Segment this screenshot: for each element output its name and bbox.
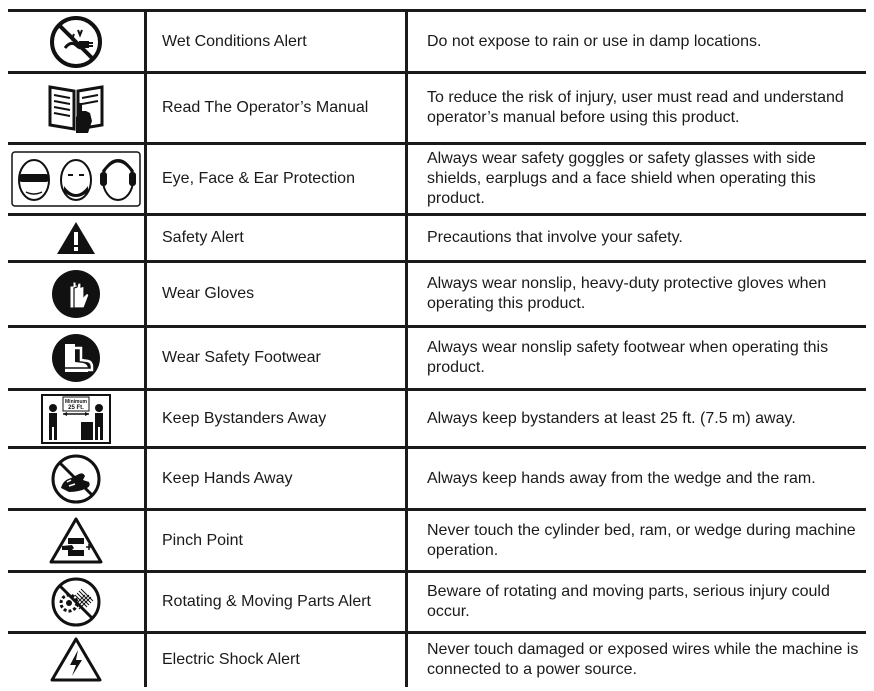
table-row <box>8 73 866 144</box>
symbol-name: Electric Shock Alert <box>146 633 407 687</box>
symbol-name: Keep Hands Away <box>146 448 407 510</box>
symbol-description: Always keep bystanders at least 25 ft. (7.5 m) away. <box>427 409 796 427</box>
icon-cell <box>8 11 146 73</box>
hands-away-icon <box>49 452 103 506</box>
icon-cell <box>8 448 146 510</box>
symbol-description: Do not expose to rain or use in damp locations. <box>427 32 762 50</box>
table-row <box>8 215 866 262</box>
symbol-name: Wear Gloves <box>146 262 407 327</box>
table-row <box>8 262 866 327</box>
symbol-description: Precautions that involve your safety. <box>427 229 683 246</box>
symbol-description: Beware of rotating and moving parts, serious injury could occur. <box>427 583 830 620</box>
icon-cell <box>8 327 146 390</box>
icon-cell <box>8 262 146 327</box>
symbol-description: Always wear safety goggles or safety glasses with side shields, earplugs and a face shield when operating this product. <box>427 150 816 207</box>
icon-cell <box>8 390 146 448</box>
symbol-name: Keep Bystanders Away <box>146 390 407 448</box>
symbol-description: Never touch damaged or exposed wires while the machine is connected to a power source. <box>427 641 859 679</box>
safety-symbols-table <box>8 9 866 687</box>
table-row <box>8 572 866 633</box>
safety-alert-icon <box>54 219 98 257</box>
table-row <box>8 11 866 73</box>
icon-cell <box>8 215 146 262</box>
symbol-description: Never touch the cylinder bed, ram, or wedge during machine operation. <box>427 521 856 559</box>
symbol-name: Safety Alert <box>146 215 407 262</box>
eye-face-ear-protection-icon <box>10 148 142 210</box>
icon-cell <box>8 572 146 633</box>
symbol-description: Always wear nonslip, heavy-duty protective gloves when operating this product. <box>427 275 827 312</box>
bystanders-icon <box>41 394 111 444</box>
icon-cell <box>8 144 146 215</box>
pinch-point-icon <box>48 516 104 566</box>
symbol-name: Read The Operator’s Manual <box>146 73 407 144</box>
symbol-name: Wear Safety Footwear <box>146 327 407 390</box>
icon-cell <box>8 73 146 144</box>
safety-footwear-icon <box>50 332 102 384</box>
symbol-description: Always wear nonslip safety footwear when operating this product. <box>427 339 829 376</box>
no-water-icon <box>48 14 104 70</box>
rotating-parts-icon <box>49 575 103 629</box>
table-row <box>8 144 866 215</box>
table-row <box>8 510 866 572</box>
icon-cell <box>8 633 146 687</box>
electric-shock-icon <box>49 636 103 684</box>
bystander-sign-line1: Minimum <box>65 398 87 405</box>
symbol-name: Pinch Point <box>146 510 407 572</box>
symbol-name: Eye, Face & Ear Protection <box>146 144 407 215</box>
gloves-icon <box>50 268 102 320</box>
icon-cell <box>8 510 146 572</box>
symbol-name: Wet Conditions Alert <box>146 11 407 73</box>
table-row <box>8 633 866 687</box>
table-row <box>8 390 866 448</box>
symbol-name: Rotating & Moving Parts Alert <box>146 572 407 633</box>
table-row <box>8 327 866 390</box>
symbol-description: Always keep hands away from the wedge and the ram. <box>427 469 816 487</box>
symbol-description: To reduce the risk of injury, user must read and understand operator’s manual before using this product. <box>427 89 844 126</box>
operator-manual-icon <box>46 81 106 135</box>
bystander-sign-line2: 25 Ft. <box>68 404 84 411</box>
table-row <box>8 448 866 510</box>
